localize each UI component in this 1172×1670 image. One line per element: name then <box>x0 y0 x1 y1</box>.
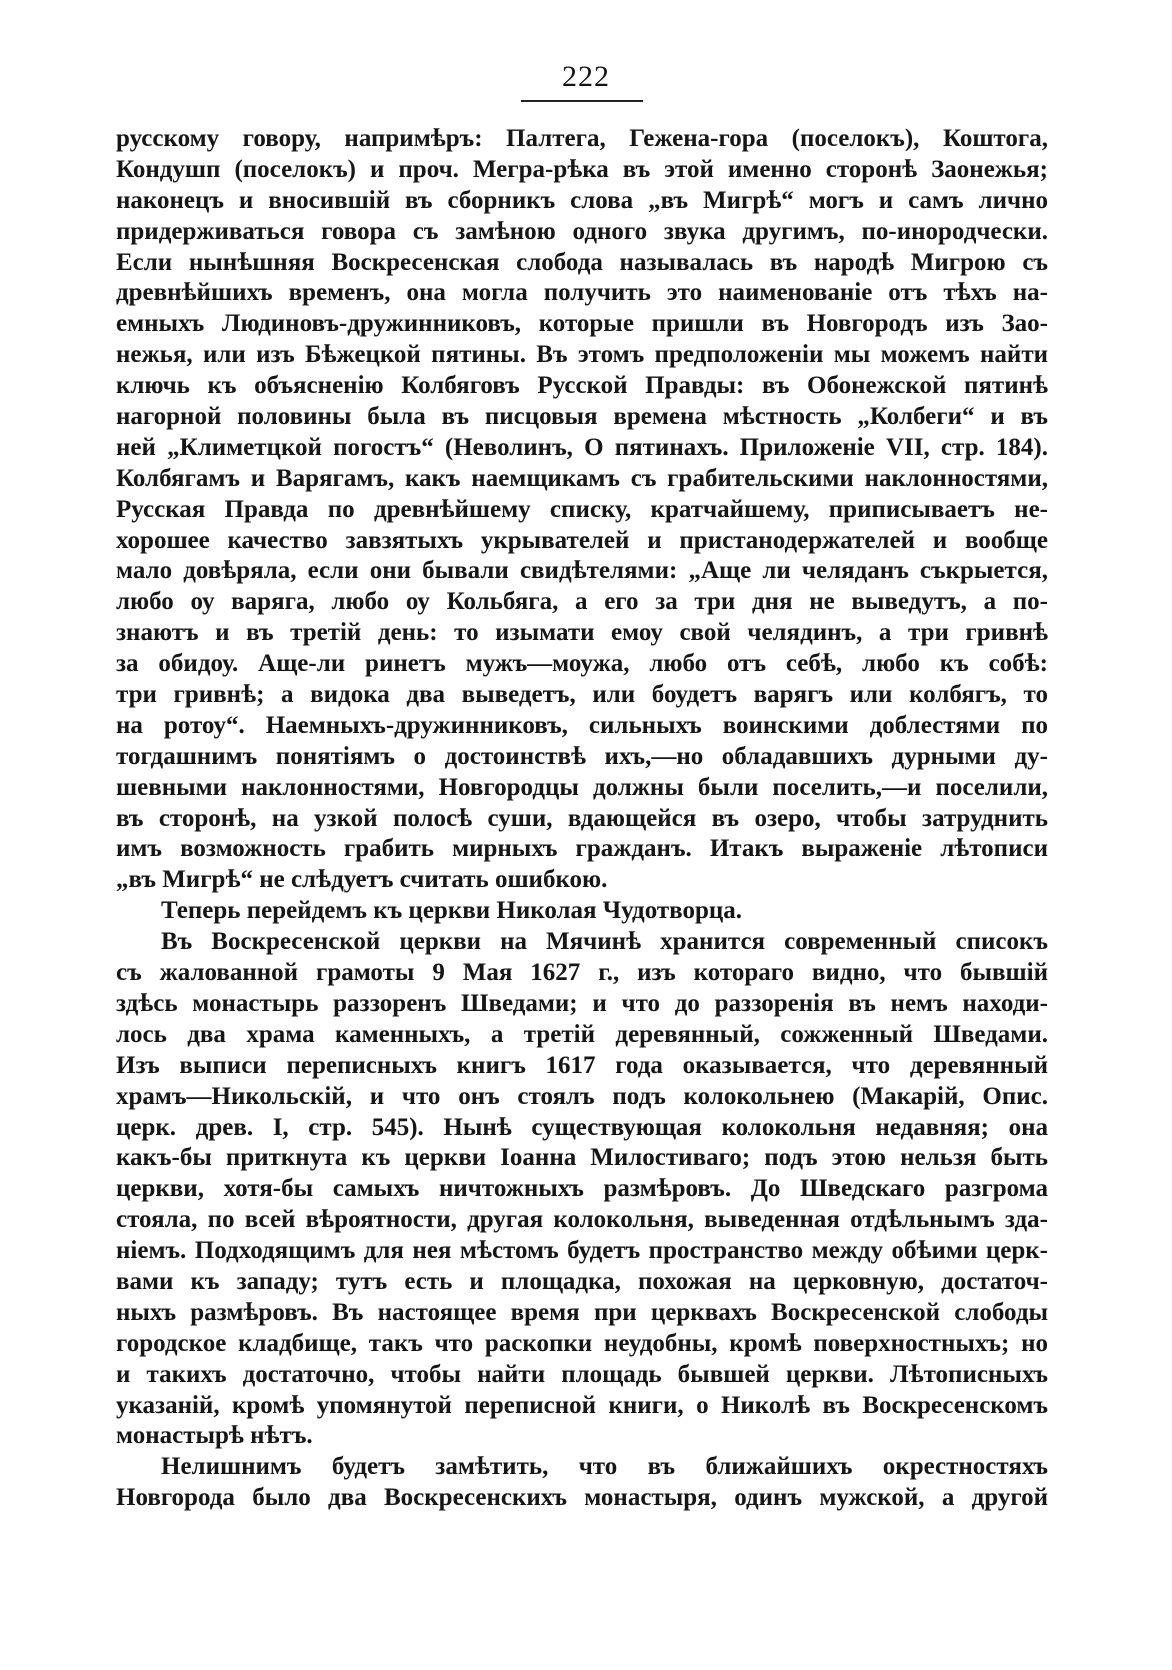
text-line-content: стояла, по всей вѣроятности, другая колокольня, выведенная отдѣльнымъ зда- <box>116 1206 1048 1234</box>
text-line <box>116 804 1048 835</box>
text-line <box>116 618 1048 649</box>
text-line-content: придерживаться говора съ замѣною одного звука другимъ, по-инородчески. <box>116 217 1048 245</box>
text-line <box>116 587 1048 618</box>
text-line <box>116 1113 1048 1144</box>
text-line-content: „въ Мигрѣ“ не слѣдуетъ считать ошибкою. <box>116 866 608 894</box>
text-line-content: церк. древ. I, стр. 545). Нынѣ существующая колокольня недавняя; она <box>116 1113 1048 1141</box>
text-line <box>116 1051 1048 1082</box>
text-line-content: на ротоу“. Наемныхъ-дружинниковъ, сильныхъ воинскими доблестями по <box>116 711 1048 739</box>
text-line-content: Колбягамъ и Варягамъ, какъ наемщикамъ съ грабительскими наклонностями, <box>116 464 1048 492</box>
text-line <box>116 526 1048 557</box>
text-line <box>116 464 1048 495</box>
text-line-content: имъ возможность грабить мирныхъ гражданъ. Итакъ выраженіе лѣтописи <box>116 835 1048 863</box>
text-line <box>116 1391 1048 1422</box>
text-line <box>116 1143 1048 1174</box>
text-line <box>116 1205 1048 1236</box>
page-number-rule <box>521 100 643 102</box>
text-line-content: Въ Воскресенской церкви на Мячинѣ хранится современный списокъ <box>161 928 1048 956</box>
text-line <box>116 773 1048 804</box>
text-line <box>116 1360 1048 1391</box>
text-line-content: ніемъ. Подходящимъ для нея мѣстомъ будетъ пространство между обѣими церк- <box>116 1237 1048 1265</box>
text-line <box>116 1174 1048 1205</box>
text-line <box>116 340 1048 371</box>
body-text <box>116 124 1048 1514</box>
text-line <box>116 124 1048 155</box>
text-line-content: храмъ—Никольскій, и что онъ стоялъ подъ колокольнею (Макарій, Опис. <box>116 1082 1048 1110</box>
text-line-content: наконецъ и вносившій въ сборникъ слова „въ Мигрѣ“ могъ и самъ лично <box>116 186 1048 214</box>
text-line-content: шевными наклонностями, Новгородцы должны были поселить,—и поселили, <box>116 773 1048 801</box>
text-line <box>116 186 1048 217</box>
text-line-content: русскому говору, напримѣръ: Палтега, Гежена-гора (поселокъ), Коштога, <box>116 125 1048 152</box>
text-line-content: три гривнѣ; а видока два выведетъ, или боудетъ варягъ или колбягъ, то <box>116 681 1048 709</box>
text-line <box>116 649 1048 680</box>
page-number: 222 <box>562 60 610 93</box>
text-line-content: ныхъ размѣровъ. Въ настоящее время при церквахъ Воскресенской слободы <box>116 1298 1048 1326</box>
text-line <box>116 1452 1048 1483</box>
text-line <box>116 556 1048 587</box>
text-line <box>116 1267 1048 1298</box>
text-line-content: здѣсь монастырь раззоренъ Шведами; и что до раззоренія въ немъ находи- <box>116 989 1048 1017</box>
text-line <box>116 927 1048 958</box>
text-line-content: хорошее качество завзятыхъ укрывателей и пристанодержателей и вообще <box>116 526 1048 554</box>
text-line-content: знаютъ и въ третій день: то изымати емоу свой челядинъ, а три гривнѣ <box>116 619 1048 647</box>
text-line-content: какъ-бы приткнута къ церкви Іоанна Милостиваго; подъ этою нельзя быть <box>116 1144 1048 1172</box>
text-line <box>116 248 1048 279</box>
text-line-content: монастырѣ нѣтъ. <box>116 1422 313 1450</box>
text-line <box>116 402 1048 433</box>
text-line <box>116 155 1048 186</box>
text-line <box>116 309 1048 340</box>
text-line <box>116 495 1048 526</box>
text-line <box>116 742 1048 773</box>
text-line-content: нежья, или изъ Бѣжецкой пятины. Въ этомъ предположеніи мы можемъ найти <box>116 341 1048 369</box>
text-line-content: ключь къ объясненію Колбяговъ Русской Правды: въ Обонежской пятинѣ <box>116 372 1048 400</box>
text-line <box>116 1329 1048 1360</box>
text-line <box>116 1020 1048 1051</box>
text-line-content: въ сторонѣ, на узкой полосѣ суши, вдающейся въ озеро, чтобы затруднить <box>116 804 1048 832</box>
text-line <box>116 680 1048 711</box>
text-line <box>116 834 1048 865</box>
text-line-content: и такихъ достаточно, чтобы найти площадь бывшей церкви. Лѣтописныхъ <box>116 1360 1048 1388</box>
text-line <box>116 371 1048 402</box>
text-line <box>116 1298 1048 1329</box>
text-line-content: Нелишнимъ будетъ замѣтить, что въ ближайшихъ окрестностяхъ <box>161 1453 1048 1481</box>
text-line-content: церкви, хотя-бы самыхъ ничтожныхъ размѣровъ. До Шведскаго разгрома <box>116 1175 1048 1203</box>
text-line-content: городское кладбище, такъ что раскопки неудобны, кромѣ поверхностныхъ; но <box>116 1329 1048 1357</box>
text-line <box>116 711 1048 742</box>
text-line-content: нагорной половины была въ писцовыя времена мѣстность „Колбеги“ и въ <box>116 403 1048 431</box>
text-line-content: мало довѣряла, если они бывали свидѣтелями: „Аще ли челяданъ съкрыется, <box>116 557 1048 585</box>
text-line-content: указаній, кромѣ упомянутой переписной книги, о Николѣ въ Воскресенскомъ <box>116 1391 1048 1419</box>
text-line <box>116 958 1048 989</box>
text-line-content: вами къ западу; тутъ есть и площадка, похожая на церковную, достаточ- <box>116 1267 1048 1295</box>
text-line <box>116 989 1048 1020</box>
text-line-content: за обидоу. Аще-ли ринетъ мужъ—моужа, любо отъ себѣ, любо къ собѣ: <box>116 650 1048 678</box>
text-line <box>116 1483 1048 1514</box>
text-line-content: Новгорода было два Воскресенскихъ монастыря, одинъ мужской, а другой <box>116 1484 1048 1512</box>
text-line <box>116 1236 1048 1267</box>
text-line-content: Теперь перейдемъ къ церкви Николая Чудотворца. <box>161 897 743 925</box>
text-line <box>116 1421 1048 1452</box>
text-line-content: любо оу варяга, любо оу Кольбяга, а его за три дня не выведутъ, а по- <box>116 588 1048 616</box>
text-line <box>116 217 1048 248</box>
text-line-content: тогдашнимъ понятіямъ о достоинствѣ ихъ,—но обладавшихъ дурными ду- <box>116 742 1048 770</box>
text-line <box>116 1082 1048 1113</box>
text-line-content: Русская Правда по древнѣйшему списку, кратчайшему, приписываетъ не- <box>116 495 1048 523</box>
text-line-content: ней „Климетцкой погостъ“ (Неволинъ, О пятинахъ. Приложеніе VII, стр. 184). <box>116 433 1048 461</box>
text-line-content: лось два храма каменныхъ, а третій деревянный, сожженный Шведами. <box>116 1020 1048 1048</box>
text-line-content: емныхъ Людиновъ-дружинниковъ, которые пришли въ Новгородъ изъ Зао- <box>116 310 1048 338</box>
text-line <box>116 865 1048 896</box>
text-line <box>116 433 1048 464</box>
text-line <box>116 896 1048 927</box>
text-line-content: древнѣйшихъ временъ, она могла получить это наименованіе отъ тѣхъ на- <box>116 279 1048 307</box>
text-line-content: Кондушп (поселокъ) и проч. Мегра-рѣка въ этой именно сторонѣ Заонежья; <box>116 155 1048 183</box>
text-line <box>116 278 1048 309</box>
text-line-content: съ жалованной грамоты 9 Мая 1627 г., изъ котораго видно, что бывшій <box>116 959 1048 987</box>
text-line-content: Изъ выписи переписныхъ книгъ 1617 года оказывается, что деревянный <box>116 1051 1048 1079</box>
text-line-content: Если нынѣшняя Воскресенская слобода называлась въ народѣ Мигрою съ <box>116 248 1048 276</box>
